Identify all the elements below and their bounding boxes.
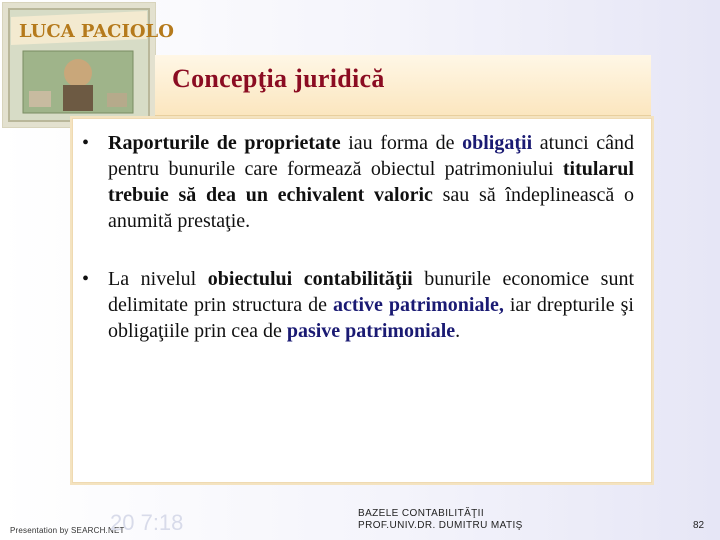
bullet-text-segment: bunurile economice sunt delimitate prin structura de	[108, 268, 634, 316]
bullet-text-segment: La nivelul	[108, 268, 208, 290]
bullet-text-segment: Raporturile de proprietate	[108, 132, 341, 154]
bullet-marker: •	[82, 268, 90, 290]
logo-illustration	[3, 3, 174, 127]
course-title: BAZELE CONTABILITĂŢII	[358, 508, 485, 519]
bullet-text-segment: sau să îndeplinească o anumită prestaţie.	[108, 184, 634, 232]
bullet-text-segment: obligaţii	[462, 132, 533, 154]
slide-title: Concepţia juridică	[172, 64, 385, 93]
course-author: PROF.UNIV.DR. DUMITRU MATIŞ	[358, 520, 523, 531]
bullet-text-segment: active patrimoniale,	[332, 294, 504, 316]
bullet-text-segment: .	[455, 320, 461, 342]
footer-course-info	[358, 508, 523, 532]
bullet-item	[78, 130, 634, 234]
bullet-text-segment: iau forma de	[340, 132, 463, 154]
bullet-text-segment: iar drepturile şi obligaţiile prin cea de	[108, 294, 634, 342]
bullet-text-segment: atunci când pentru bunurile care formează obiectul patrimoniului	[108, 132, 634, 180]
bullet-item	[78, 266, 634, 344]
footer-date: 20 7:18	[110, 510, 184, 535]
logo-text: LUCA PACIOLO	[19, 21, 174, 42]
bullet-text-segment: pasive patrimoniale	[286, 320, 456, 342]
bullet-marker: •	[82, 132, 90, 154]
bullet-text-segment: titularul trebuie să dea un echivalent valoric	[108, 158, 634, 206]
page-number: 82	[693, 520, 705, 531]
footer-credit: Presentation by SEARCH.NET	[10, 526, 125, 535]
bullet-text-segment: obiectului contabilităţii	[207, 268, 413, 290]
bullet-list	[78, 130, 634, 376]
luca-paciolo-logo	[2, 2, 174, 128]
